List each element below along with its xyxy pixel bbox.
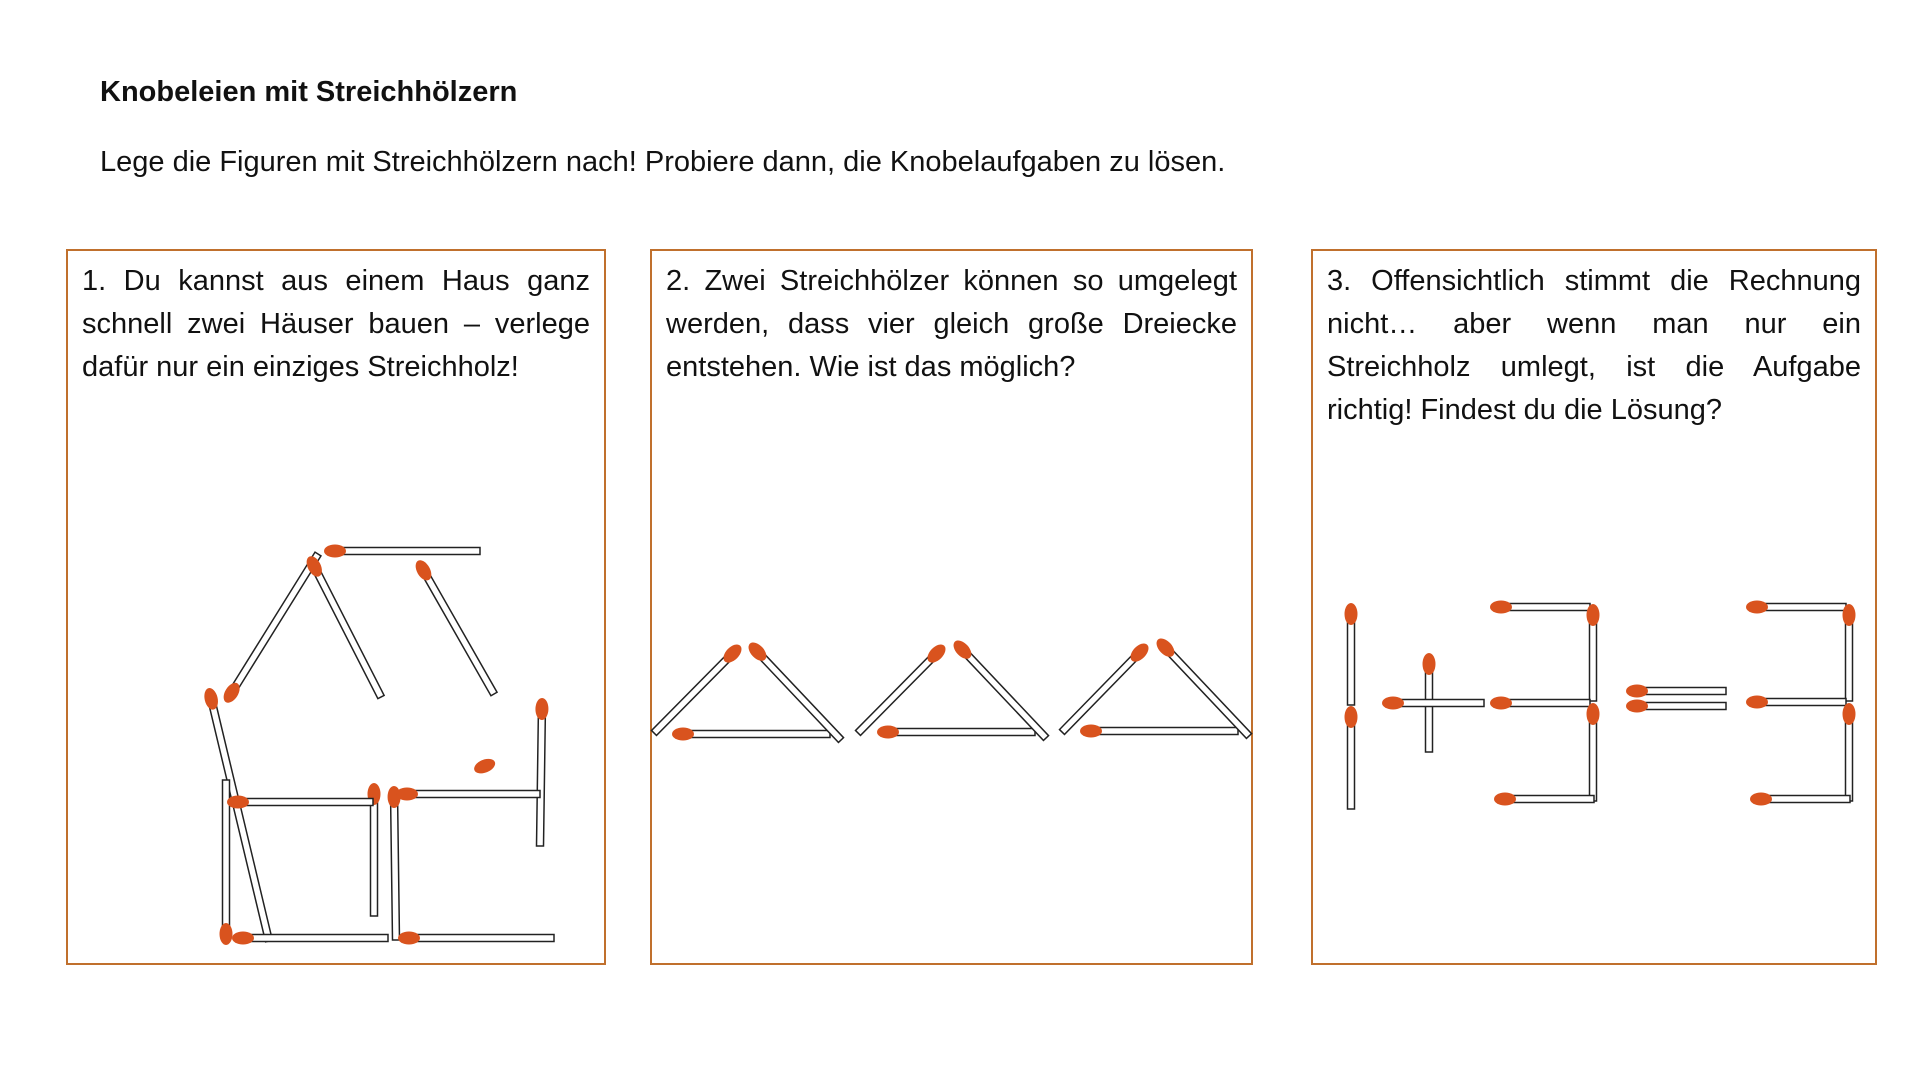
match-head	[1843, 604, 1856, 626]
puzzle-text-3: 3. Offensichtlich stimmt die Rechnung nicht… aber wenn man nur ein Streichholz umlegt, ist die Aufgabe richtig! Findest du die Lösung?	[1327, 265, 1861, 426]
match	[1626, 700, 1726, 713]
match-head	[535, 698, 548, 720]
match-head	[1750, 793, 1772, 806]
match-head	[1423, 653, 1436, 675]
match	[398, 932, 554, 945]
match	[387, 786, 402, 940]
match-stick	[233, 799, 373, 806]
match-head	[398, 932, 420, 945]
match-stick	[391, 792, 400, 940]
match-stick	[404, 935, 554, 942]
match	[534, 698, 549, 846]
match-head	[396, 788, 418, 801]
match	[1490, 601, 1590, 614]
match-head	[877, 726, 899, 739]
match-stick	[330, 548, 480, 555]
match	[1153, 635, 1254, 740]
match-stick	[418, 564, 497, 695]
house-figure	[68, 251, 608, 967]
match	[472, 756, 497, 776]
match-head	[672, 728, 694, 741]
match	[649, 641, 744, 737]
triangles-figure	[652, 251, 1255, 967]
match-stick	[309, 560, 384, 698]
match-stick	[402, 791, 540, 798]
equation-figure	[1313, 251, 1879, 967]
match	[1057, 640, 1151, 736]
match	[853, 641, 948, 737]
match-head	[232, 932, 254, 945]
match	[412, 558, 499, 698]
match-head	[472, 756, 497, 776]
match-head	[227, 796, 249, 809]
match-head	[1345, 706, 1358, 728]
match	[1746, 601, 1846, 614]
match-head	[1490, 697, 1512, 710]
puzzle-card-2	[650, 249, 1253, 965]
match-head	[1626, 700, 1648, 713]
puzzle-text-1: 1. Du kannst aus einem Haus ganz schnell zwei Häuser bauen – verlege dafür nur ein einziges Streichholz!	[82, 265, 590, 383]
puzzle-card-3	[1311, 249, 1877, 965]
match	[1626, 685, 1726, 698]
match	[1746, 696, 1846, 709]
match-head	[324, 545, 346, 558]
match	[1345, 603, 1358, 705]
match-stick	[537, 704, 546, 846]
match-stick	[371, 789, 378, 916]
match-head	[1382, 697, 1404, 710]
match-stick	[751, 646, 843, 743]
match	[324, 545, 480, 558]
match-stick	[1086, 728, 1238, 735]
match-stick	[238, 935, 388, 942]
match-head	[1626, 685, 1648, 698]
match	[1494, 793, 1594, 806]
page-title: Knobeleien mit Streichhölzern	[100, 76, 518, 108]
match	[1843, 703, 1856, 801]
match	[1587, 703, 1600, 801]
match	[1080, 725, 1238, 738]
match-head	[1080, 725, 1102, 738]
match	[1345, 706, 1358, 809]
match-head	[220, 923, 233, 945]
match	[745, 639, 846, 744]
match-stick	[678, 731, 830, 738]
match	[220, 551, 323, 706]
match-head	[1490, 601, 1512, 614]
match-stick	[956, 644, 1048, 741]
match-stick	[1159, 642, 1251, 739]
match	[303, 554, 386, 700]
match	[950, 637, 1051, 742]
match	[1490, 697, 1590, 710]
match	[202, 687, 275, 943]
match	[1587, 604, 1600, 701]
match	[232, 932, 388, 945]
match	[227, 796, 373, 809]
match-head	[1494, 793, 1516, 806]
match-head	[1345, 603, 1358, 625]
match	[672, 728, 830, 741]
puzzle-text-2: 2. Zwei Streichhölzer können so umgelegt werden, dass vier gleich große Dreiecke entstehen. Wie ist das möglich?	[666, 265, 1237, 383]
match-head	[1746, 601, 1768, 614]
intro-text: Lege die Figuren mit Streichhölzern nach! Probiere dann, die Knobelaufgaben zu lösen.	[100, 146, 1226, 178]
match-stick	[207, 693, 273, 942]
match-stick	[226, 552, 321, 699]
match	[396, 788, 540, 801]
match-head	[1746, 696, 1768, 709]
match-head	[1587, 703, 1600, 725]
match-head	[1587, 604, 1600, 626]
match-head	[1843, 703, 1856, 725]
match	[877, 726, 1035, 739]
puzzle-card-1	[66, 249, 606, 965]
match	[1843, 604, 1856, 701]
match-stick	[883, 729, 1035, 736]
match	[1750, 793, 1850, 806]
